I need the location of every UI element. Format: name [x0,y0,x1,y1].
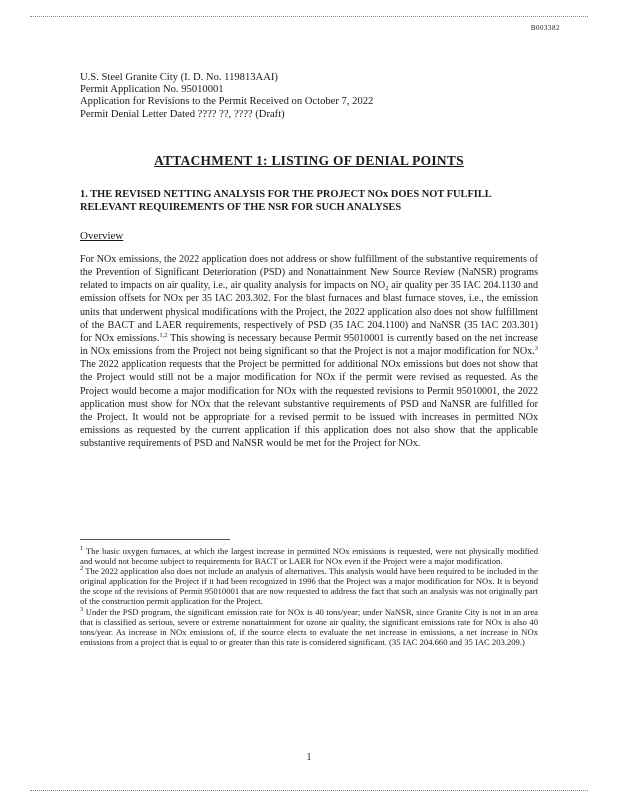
scan-border-bottom [30,790,588,791]
footnote-3 [80,607,538,647]
section-subheading: Overview [80,230,124,242]
body-text-part-1: For NOx emissions, the 2022 application does not address or show fulfillment of the substantive requirements of the Prevention of Significant Deterioration (PSD) and Nonattainment New Source Review (NaNSR) programs related to impacts on air quality, i.e., air quality analysis for impacts on NO₂ air quality per 35 IAC 204.1130 and emission offsets for NOx per 35 IAC 203.302. For the blast furnaces and blast furnace stoves, i.e., the emission units that underwent physical modifications with the Project, the 2022 application also does not show fulfillment of the BACT and LAER requirements, respectively of PSD (35 IAC 204.1100) and NaNSR (35 IAC 203.301) for NOx emissions. [80,254,538,344]
footnote-ref-1-2: 1,2 [159,331,168,339]
footnote-text: The basic oxygen furnaces, at which the largest increase in permitted NOx emissions is requested, were not physically modified and would not become subject to requirements for BACT or LAER for NOx even if the Project were a major modification. [80,546,538,567]
footnotes [80,546,538,647]
section-heading: 1. THE REVISED NETTING ANALYSIS FOR THE PROJECT NOx DOES NOT FULFILL RELEVANT REQUIREMENTS OF THE NSR FOR SUCH ANALYSES [80,189,492,213]
footnote-text: The 2022 application also does not include an analysis of alternatives. This analysis would have been required to be included in the original application for the Project if it had been recognized in 1996 that the Project was a major modification for NOx. It is beyond the scope of the revisions of Permit 95010001 that are now requested to address the fact that such an analysis was not originally part of the construction permit application for the Project. [80,566,538,607]
body-text-part-3: The 2022 application requests that the Project be permitted for additional NOx emissions but does not show that the Project would still not be a major modification for NOx if the permit were revised as requested. As the Project would become a major modification for NOx with the requested revisions to Permit 95010001, the 2022 application must show for NOx that the relevant substantive requirements of PSD and NaNSR are fulfilled for the Project. It would not be appropriate for a revised permit to be issued with increases in permitted NOx emissions as requested by the current application if this application does not also show that the applicable substantive requirements of PSD and NaNSR would be met for the Project for NOx. [80,359,538,450]
header-line-facility: U.S. Steel Granite City (I. D. No. 119813AAI) [80,72,278,83]
footnote-number: 1 [80,545,84,552]
header-line-denial-letter: Permit Denial Letter Dated ???? ??, ???? (Draft) [80,108,285,120]
bates-number: B003382 [530,24,560,32]
footnote-2 [80,566,538,606]
header-line-application: Permit Application No. 95010001 [80,84,224,96]
footnote-divider [80,539,230,540]
scan-border-top [30,16,588,17]
footnote-number: 3 [80,605,84,613]
footnote-text: Under the PSD program, the significant emission rate for NOx is 40 tons/year; under NaNSR, since Granite City is not in an area that is classified as serious, severe or extreme nonattainment for ozone air quality, the significant emissions rate for NOx is also 40 tons/year. As increase in NOx emissions of, if the source elects to evaluate the net increase in emissions, a net increase in NOx emissions from a project that is equal to or greater than this rate is considered significant. (35 IAC 204.660 and 35 IAC 203.209.) [80,606,538,647]
footnote-1 [80,546,538,566]
body-paragraph [80,253,538,450]
footnote-ref-3: 3 [534,345,538,353]
header-line-revision: Application for Revisions to the Permit Received on October 7, 2022 [80,96,374,108]
footnote-number: 2 [80,565,84,573]
page-title: ATTACHMENT 1: LISTING OF DENIAL POINTS [154,153,464,168]
page-number: 1 [306,752,312,763]
body-text-part-2: This showing is necessary because Permit 95010001 is currently based on the net increase in NOx emissions from the Project not being significant so that the Project is not a major modification for NOx. [80,332,538,358]
document-header [80,72,373,121]
